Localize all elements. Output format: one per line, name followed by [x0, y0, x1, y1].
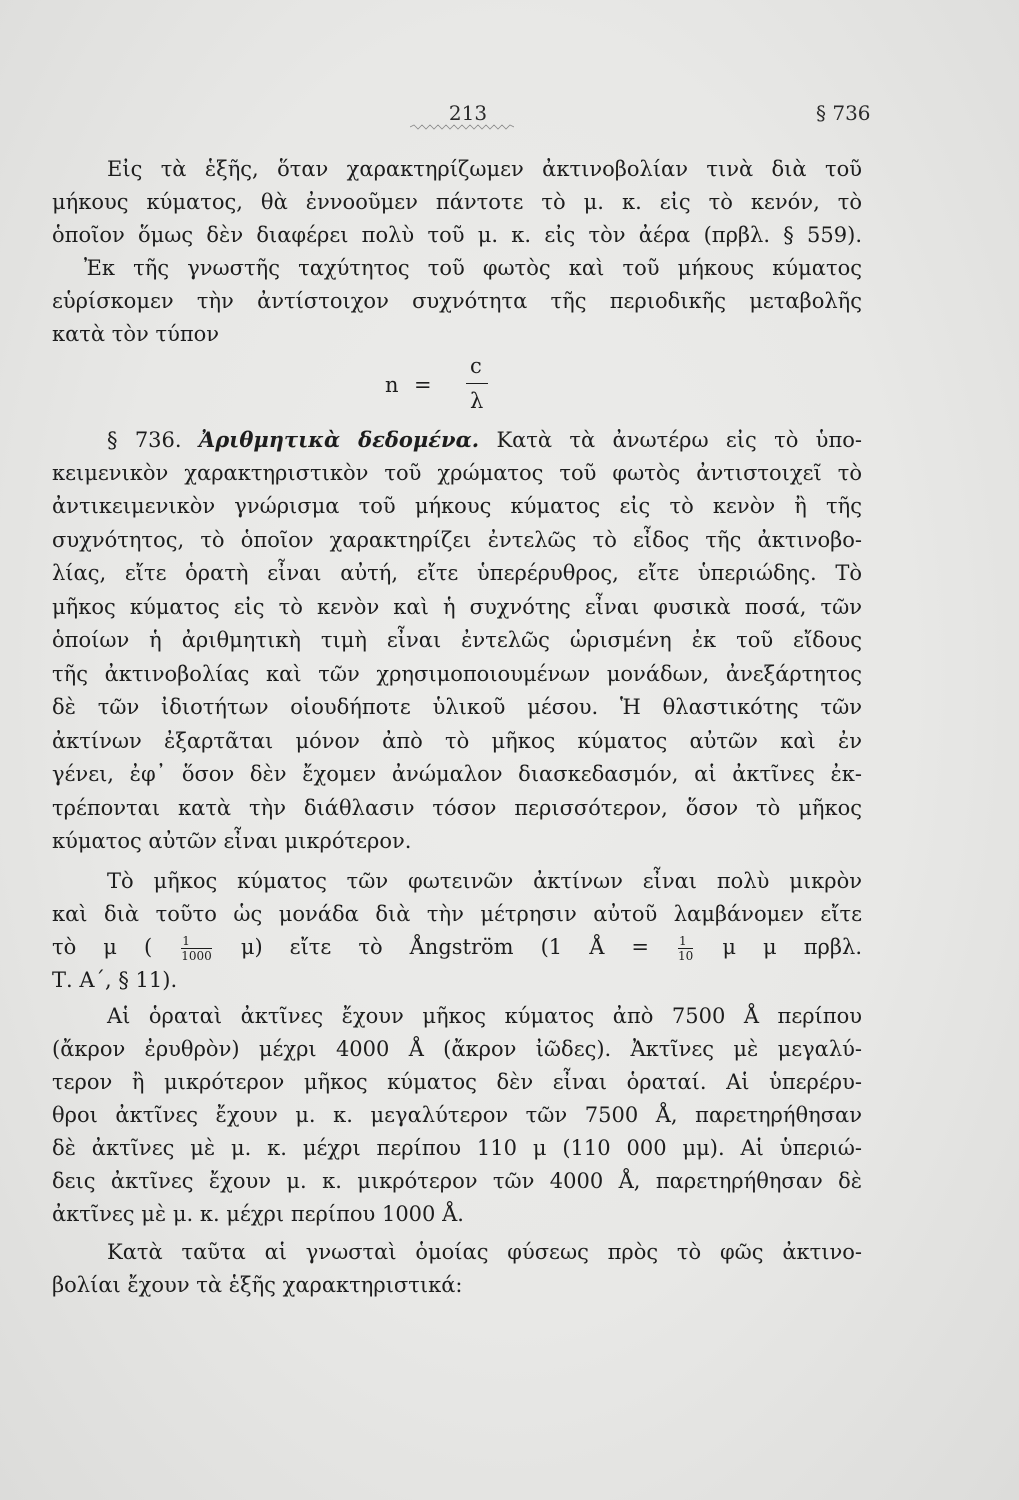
- text-line: δὲ τῶν ἰδιοτήτων οἱουδήποτε ὑλικοῦ μέσου. Ἡ θλαστικότης τῶν: [52, 695, 862, 719]
- fraction-numerator: 1: [181, 935, 212, 949]
- text-segment: μ μ πρβλ.: [722, 935, 863, 959]
- text-line: κειμενικὸν χαρακτηριστικὸν τοῦ χρώματος τοῦ φωτὸς ἀντιστοιχεῖ τὸ: [52, 460, 862, 485]
- text-line: κύματος αὐτῶν εἶναι μικρότερον.: [52, 829, 412, 853]
- text-line: δεις ἀκτῖνες ἔχουν μ. κ. μικρότερον τῶν 4000 Å, παρετηρήθησαν δὲ: [52, 1169, 862, 1193]
- paragraph-section-736: [52, 423, 862, 859]
- paragraph-visible-range: [52, 1000, 862, 1231]
- fraction-one-tenth: [678, 935, 693, 962]
- fraction-numerator: 1: [678, 935, 693, 949]
- page-number: 213: [448, 101, 488, 125]
- text-line: Ἐκ τῆς γνωστῆς ταχύτητος τοῦ φωτὸς καὶ τοῦ μήκους κύματος: [84, 256, 862, 280]
- text-line: θροι ἀκτῖνες ἔχουν μ. κ. μεγαλύτερον τῶν 7500 Å, παρετηρήθησαν: [52, 1103, 862, 1127]
- running-section-number: § 736: [816, 101, 871, 125]
- paragraph-intro: [52, 153, 862, 351]
- text-line: γένει, ἐφ᾽ ὅσον δὲν ἔχομεν ἀνώμαλον διασκεδασμόν, αἱ ἀκτῖνες ἐκ-: [52, 762, 862, 786]
- text-line: καὶ διὰ τοῦτο ὡς μονάδα διὰ τὴν μέτρησιν αὐτοῦ λαμβάνομεν εἴτε: [52, 902, 862, 926]
- paragraph-conclusion: [52, 1236, 862, 1302]
- formula-numerator: c: [470, 354, 482, 378]
- formula-equals: =: [414, 373, 432, 397]
- fraction-one-thousandth: [181, 935, 212, 962]
- formula-denominator: λ: [470, 389, 484, 413]
- text-line: Αἱ ὁραταὶ ἀκτῖνες ἔχουν μῆκος κύματος ἀπὸ 7500 Å περίπου: [107, 1004, 862, 1028]
- text-line-with-fractions: [52, 931, 862, 964]
- text-line: τερον ἢ μικρότερον μῆκος κύματος δὲν εἶναι ὁραταί. Αἱ ὑπερέρυ-: [52, 1070, 862, 1094]
- formula-fraction-bar: [466, 383, 488, 384]
- text-line: ἀκτίνων ἐξαρτᾶται μόνον ἀπὸ τὸ μῆκος κύματος αὐτῶν καὶ ἐν: [52, 728, 862, 753]
- text-line: ἀντικειμενικὸν γνώρισμα τοῦ μήκους κύματος εἰς τὸ κενὸν ἢ τῆς: [52, 494, 862, 518]
- frequency-formula: [380, 350, 510, 420]
- text-segment: μ) εἴτε τὸ Ångström (1 Å =: [240, 935, 649, 959]
- text-line: κατὰ τὸν τύπον: [52, 322, 220, 346]
- section-first-text: Κατὰ τὰ ἀνωτέρω εἰς τὸ ὑπο-: [496, 428, 862, 452]
- text-line: ὁποίων ἡ ἀριθμητικὴ τιμὴ εἶναι ἐντελῶς ὡρισμένη ἐκ τοῦ εἴδους: [52, 628, 862, 652]
- text-line: τρέπονται κατὰ τὴν διάθλασιν τόσον περισσότερον, ὅσον τὸ μῆκος: [52, 795, 862, 820]
- text-segment: τὸ μ (: [52, 935, 153, 959]
- text-line: λίας, εἴτε ὁρατὴ εἶναι αὐτή, εἴτε ὑπερέρυθρος, εἴτε ὑπεριώδης. Τὸ: [52, 561, 862, 585]
- fraction-denominator: 1000: [181, 949, 212, 963]
- text-line: ἀκτῖνες μὲ μ. κ. μέχρι περίπου 1000 Å.: [52, 1202, 464, 1226]
- text-line: Τὸ μῆκος κύματος τῶν φωτεινῶν ἀκτίνων εἶναι πολὺ μικρὸν: [107, 869, 862, 893]
- paragraph-wavelength-units: [52, 865, 862, 997]
- text-line: μήκους κύματος, θὰ ἐννοοῦμεν πάντοτε τὸ μ. κ. εἰς τὸ κενόν, τὸ: [52, 190, 862, 214]
- section-title: Ἀριθμητικὰ δεδομένα.: [198, 427, 480, 452]
- text-line: Τ. Α΄, § 11).: [52, 968, 178, 992]
- header-rule: [410, 124, 514, 130]
- text-line: (ἄκρον ἐρυθρὸν) μέχρι 4000 Å (ἄκρον ἰῶδες). Ἀκτῖνες μὲ μεγαλύ-: [52, 1037, 862, 1061]
- text-line: συχνότητος, τὸ ὁποῖον χαρακτηρίζει ἐντελῶς τὸ εἶδος τῆς ἀκτινοβο-: [52, 527, 862, 552]
- fraction-denominator: 10: [678, 949, 694, 963]
- text-line: μῆκος κύματος εἰς τὸ κενὸν καὶ ἡ συχνότης εἶναι φυσικὰ ποσά, τῶν: [52, 594, 862, 619]
- text-line: εὑρίσκομεν τὴν ἀντίστοιχον συχνότητα τῆς περιοδικῆς μεταβολῆς: [52, 289, 862, 313]
- text-line: δὲ ἀκτῖνες μὲ μ. κ. μέχρι περίπου 110 μ (110 000 μμ). Αἱ ὑπεριώ-: [52, 1136, 862, 1160]
- formula-lhs: n: [385, 373, 399, 397]
- section-number: § 736.: [107, 428, 182, 452]
- text-line: ὁποῖον ὅμως δὲν διαφέρει πολὺ τοῦ μ. κ. εἰς τὸν ἀέρα (πρβλ. § 559).: [52, 223, 862, 247]
- section-heading-line: [52, 423, 862, 457]
- text-line: βολίαι ἔχουν τὰ ἑξῆς χαρακτηριστικά:: [52, 1273, 463, 1297]
- text-line: Εἰς τὰ ἑξῆς, ὅταν χαρακτηρίζωμεν ἀκτινοβολίαν τινὰ διὰ τοῦ: [107, 157, 862, 181]
- text-line: τῆς ἀκτινοβολίας καὶ τῶν χρησιμοποιουμένων μονάδων, ἀνεξάρτητος: [52, 661, 862, 686]
- text-line: Κατὰ ταῦτα αἱ γνωσταὶ ὁμοίας φύσεως πρὸς τὸ φῶς ἀκτινο-: [107, 1240, 862, 1264]
